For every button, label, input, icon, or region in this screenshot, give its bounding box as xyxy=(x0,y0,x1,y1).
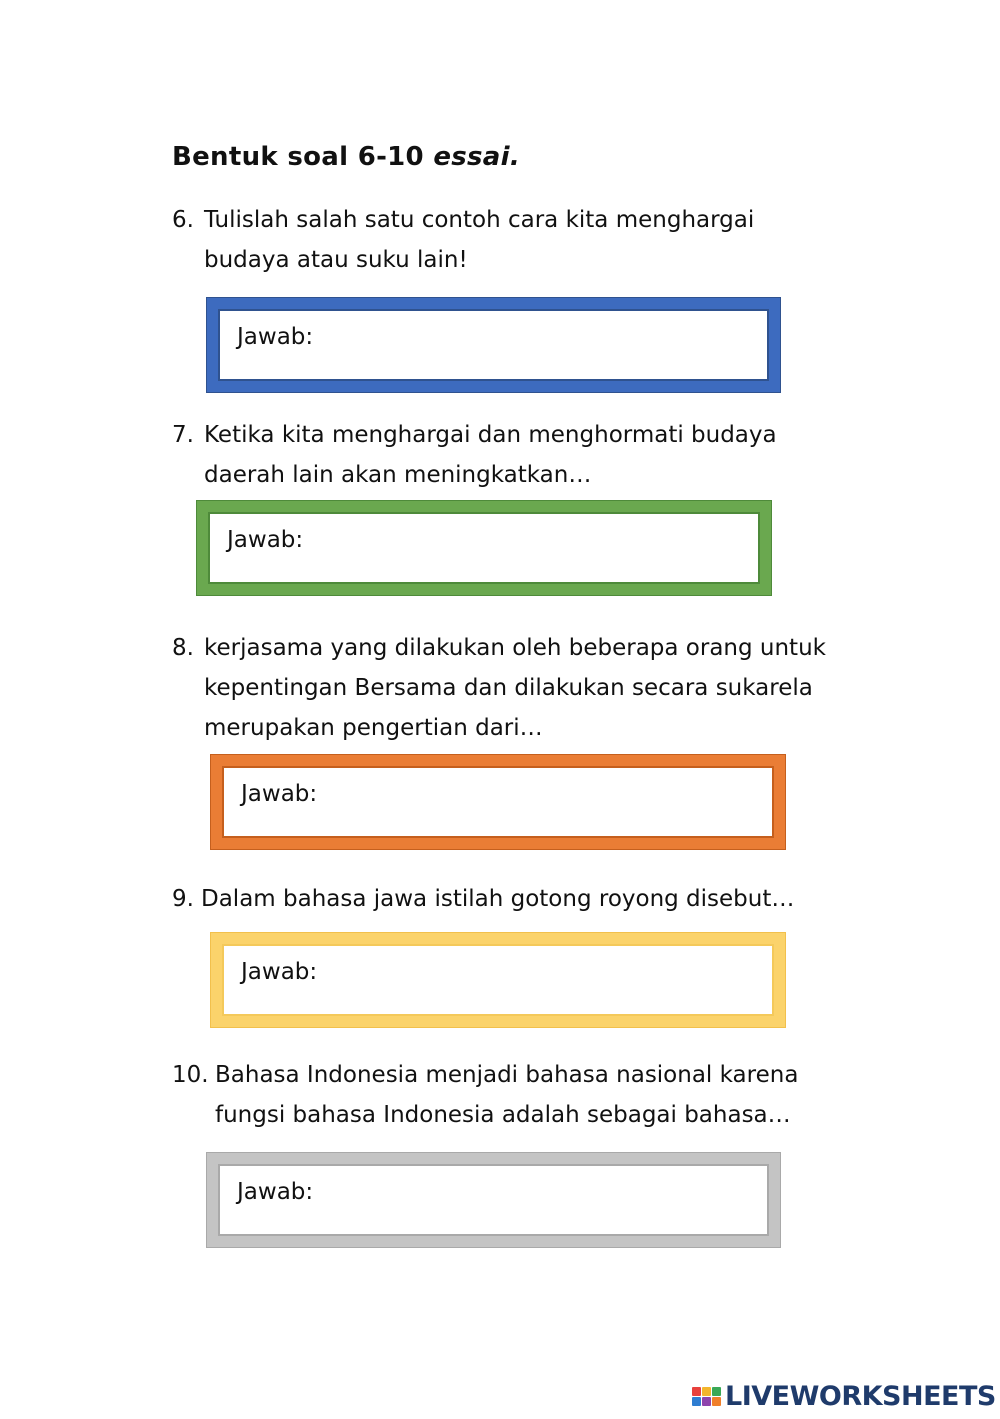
question-8 xyxy=(172,628,826,748)
section-heading-italic: essai. xyxy=(433,142,521,172)
question-number: 9. xyxy=(172,886,194,912)
section-heading-text: Bentuk soal 6-10 xyxy=(172,142,434,172)
answer-label: Jawab: xyxy=(227,527,304,553)
question-number: 7. xyxy=(172,422,194,448)
question-7 xyxy=(172,415,777,495)
answer-label: Jawab: xyxy=(237,1179,314,1205)
question-text: kepentingan Bersama dan dilakukan secara sukarela xyxy=(204,675,813,701)
answer-box-8[interactable] xyxy=(210,754,786,850)
answer-label: Jawab: xyxy=(241,781,318,807)
question-text: Tulislah salah satu contoh cara kita menghargai xyxy=(204,207,755,233)
question-text: budaya atau suku lain! xyxy=(204,247,468,273)
answer-label: Jawab: xyxy=(237,324,314,350)
answer-box-9[interactable] xyxy=(210,932,786,1028)
question-text: daerah lain akan meningkatkan… xyxy=(204,462,592,488)
question-10 xyxy=(172,1055,798,1135)
question-text: Bahasa Indonesia menjadi bahasa nasional karena xyxy=(215,1062,799,1088)
question-number: 8. xyxy=(172,635,194,661)
question-number: 10. xyxy=(172,1062,209,1088)
question-6 xyxy=(172,200,754,280)
answer-label: Jawab: xyxy=(241,959,318,985)
logo-mark-icon xyxy=(692,1387,721,1406)
question-text: merupakan pengertian dari… xyxy=(204,715,543,741)
question-text: kerjasama yang dilakukan oleh beberapa orang untuk xyxy=(204,635,826,661)
answer-box-7[interactable] xyxy=(196,500,772,596)
question-text: Ketika kita menghargai dan menghormati budaya xyxy=(204,422,777,448)
logo-text: LIVEWORKSHEETS xyxy=(725,1380,996,1412)
answer-box-10[interactable] xyxy=(206,1152,781,1248)
question-number: 6. xyxy=(172,207,194,233)
answer-box-6[interactable] xyxy=(206,297,781,393)
question-text: fungsi bahasa Indonesia adalah sebagai bahasa… xyxy=(215,1102,791,1128)
liveworksheets-logo xyxy=(692,1378,996,1414)
section-heading xyxy=(172,142,520,172)
question-text: Dalam bahasa jawa istilah gotong royong disebut… xyxy=(201,886,795,912)
question-9 xyxy=(172,879,794,919)
